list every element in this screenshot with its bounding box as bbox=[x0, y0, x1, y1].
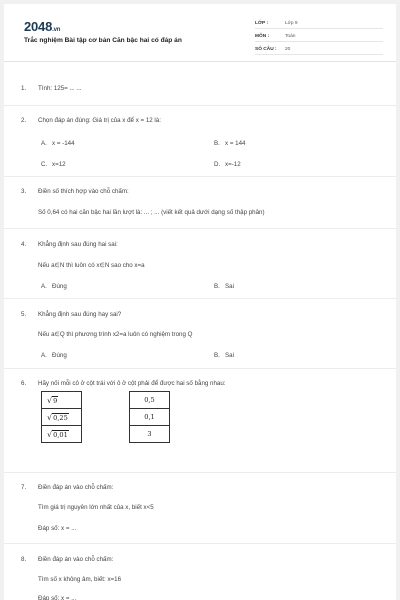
question-text: Chọn đáp án đúng: Giá trị của x để x = 12 là: bbox=[38, 117, 161, 124]
question-number: 3. bbox=[21, 188, 27, 195]
question-text: Tính: 125= ... ... bbox=[38, 85, 82, 92]
logo-main: 2048 bbox=[24, 19, 53, 34]
document-title: Trắc nghiệm Bài tập cơ bản Căn bậc hai có đáp án bbox=[24, 37, 182, 44]
option-d[interactable]: D. x=-12 bbox=[214, 161, 241, 168]
option-a[interactable]: A. x = -144 bbox=[41, 140, 75, 147]
question-number: 4. bbox=[21, 241, 27, 248]
right-cell[interactable]: 0,1 bbox=[130, 409, 170, 426]
meta-subject-key: MÔN : bbox=[255, 34, 270, 39]
question-6 bbox=[4, 369, 396, 473]
question-4 bbox=[4, 229, 396, 299]
right-cell[interactable]: 3 bbox=[130, 426, 170, 443]
left-cell[interactable]: √9 bbox=[42, 392, 82, 409]
question-detail: Số 0,64 có hai căn bậc hai lần lượt là: ... ; ... (viết kết quả dưới dạng số thập phân) bbox=[38, 209, 265, 216]
meta-count-value: 20 bbox=[285, 47, 291, 52]
table-row bbox=[42, 392, 170, 409]
option-c[interactable]: C. x=12 bbox=[41, 161, 66, 168]
question-text: Khẳng định sau đúng hai sai: bbox=[38, 241, 118, 248]
question-detail: Tìm giá trị nguyên lớn nhất của x, biết x<5 bbox=[38, 504, 154, 511]
option-a[interactable]: A. Đúng bbox=[41, 283, 67, 290]
question-3 bbox=[4, 177, 396, 229]
question-8 bbox=[4, 544, 396, 600]
option-a[interactable]: A. Đúng bbox=[41, 352, 67, 359]
matching-table bbox=[41, 391, 170, 443]
meta-count-key: SỐ CÂU : bbox=[255, 47, 277, 52]
answer-field[interactable]: Đáp số: x = ... bbox=[38, 525, 77, 532]
question-detail: Nếu a∈Q thì phương trình x2=a luôn có nghiệm trong Q bbox=[38, 331, 193, 338]
question-number: 2. bbox=[21, 117, 27, 124]
worksheet-page bbox=[4, 4, 396, 600]
meta-count bbox=[255, 44, 383, 55]
option-b[interactable]: B. Sai bbox=[214, 352, 234, 359]
option-b[interactable]: B. x = 144 bbox=[214, 140, 246, 147]
question-7 bbox=[4, 473, 396, 544]
question-5 bbox=[4, 299, 396, 369]
question-text: Điền đáp án vào chỗ chấm: bbox=[38, 484, 114, 491]
question-text: Điền đáp án vào chỗ chấm: bbox=[38, 556, 114, 563]
logo-suffix: .vn bbox=[52, 27, 61, 33]
question-number: 5. bbox=[21, 311, 27, 318]
meta-class-value: Lớp 9 bbox=[285, 21, 298, 26]
header bbox=[4, 4, 396, 62]
right-cell[interactable]: 0,5 bbox=[130, 392, 170, 409]
question-number: 6. bbox=[21, 380, 27, 387]
table-row bbox=[42, 426, 170, 443]
question-text: Điền số thích hợp vào chỗ chấm: bbox=[38, 188, 129, 195]
question-2 bbox=[4, 106, 396, 177]
question-number: 8. bbox=[21, 556, 27, 563]
meta-subject-value: Toán bbox=[285, 34, 296, 39]
question-number: 7. bbox=[21, 484, 27, 491]
table-row bbox=[42, 409, 170, 426]
question-detail: Tìm số x không âm, biết: x=16 bbox=[38, 576, 122, 583]
answer-field[interactable]: Đáp số: x = ... bbox=[38, 595, 77, 600]
meta-class bbox=[255, 18, 383, 29]
question-number: 1. bbox=[21, 85, 27, 92]
question-text: Hãy nối mỗi cô ở cột trái với ô ở cột phải để được hai số bằng nhau: bbox=[38, 380, 226, 387]
question-1 bbox=[4, 76, 396, 106]
meta-subject bbox=[255, 31, 383, 42]
question-detail: Nếu a∈N thì luôn có x∈N sao cho x=a bbox=[38, 262, 145, 269]
left-cell[interactable]: √0,01 bbox=[42, 426, 82, 443]
left-cell[interactable]: √0,25 bbox=[42, 409, 82, 426]
question-text: Khẳng định sau đúng hay sai? bbox=[38, 311, 122, 318]
site-logo[interactable] bbox=[24, 19, 60, 34]
meta-class-key: LỚP : bbox=[255, 21, 269, 26]
option-b[interactable]: B. Sai bbox=[214, 283, 234, 290]
